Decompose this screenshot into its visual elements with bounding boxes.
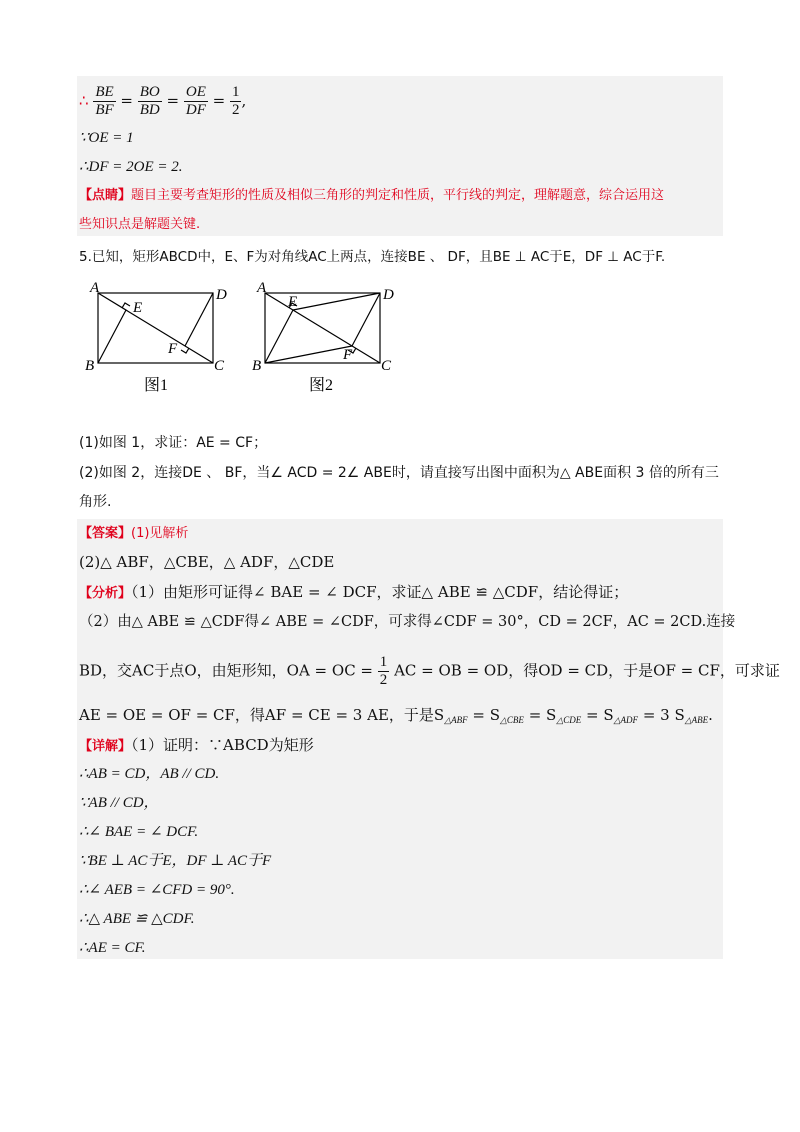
fig1-label-f: F [168,341,178,357]
fig1-label-b: B [85,358,95,374]
fig2-label-b: B [252,358,262,374]
fraction-one-half: $\frac{1}{2}$ [231,84,240,118]
ratio-equation: ∴ $\frac{BE}{BF}$ = $\frac{BO}{BD}$ = $\frac{OE}{DF}$ = $\frac{1}{2}$ , [79,84,247,118]
detail-line-1: 【详解】（1）证明：∵ABCD为矩形 [79,736,314,754]
df-result: ∴DF = 2OE = 2. [79,159,183,175]
detail-line-5: ∵BE ⊥ AC于E，DF ⊥ AC于F [79,853,272,869]
detail-line-3: ∵AB // CD， [79,795,159,811]
question-part-2-cont: 角形. [79,494,112,510]
question-part-1: (1)如图 1，求证：AE = CF； [79,435,268,451]
fig1-label-d: D [216,287,227,303]
fig2-label-a: A [257,280,267,296]
analysis-line-3: BD，交AC于点O，由矩形知，OA = OC = $\frac{1}{2}$ AC = OB = OD，得OD = CD，于是OF = CF，可求证 [79,654,780,688]
analysis-line-4: AE = OE = OF = CF，得AF = CE = 3 AE，于是$S_{\triangle ABF} = S_{\triangle CBE} = S_{\triangle CDE} = S_{\triangle ADF} = 3$ $S_{\triangle ABE}$. [79,706,713,725]
fig2-label-c: C [381,358,392,374]
detail-line-7: ∴△ ABE ≌ △CDF. [79,911,195,927]
dianjing-note-cont: 些知识点是解题关键. [79,217,201,232]
detail-line-2: ∴AB = CD，AB // CD. [79,766,220,782]
fig1-label-a: A [90,280,100,296]
detail-line-6: ∴∠ AEB = ∠CFD = 90°. [79,882,235,898]
fig2-label-e: E [288,294,298,310]
fig2-label-f: F [343,347,353,363]
fraction-analysis-half: $\frac{1}{2}$ [379,654,388,688]
fraction-bo-bd: $\frac{BO}{BD}$ [139,84,160,118]
detail-line-4: ∴∠ BAE = ∠ DCF. [79,824,199,840]
fig1-caption: 图1 [144,377,169,394]
fig1-label-e: E [133,300,143,316]
fraction-be-bf: $\frac{BE}{BF}$ [95,84,114,118]
figure-diagrams [80,278,410,400]
figure-1 [98,293,213,363]
question-stem: 5.已知，矩形ABCD中，E、F为对角线AC上两点，连接BE 、 DF，且BE ⊥ AC于E，DF ⊥ AC于F. [79,249,666,265]
fraction-oe-df: $\frac{OE}{DF}$ [185,84,206,118]
answer-line-1: 【答案】(1)见解析 [79,526,189,541]
detail-line-8: ∴AE = CF. [79,940,146,956]
question-part-2: (2)如图 2，连接DE 、 BF，当∠ ACD = 2∠ ABE时，请直接写出图中面积为△ ABE面积 3 倍的所有三 [79,465,719,481]
fig1-label-c: C [214,358,225,374]
figure-2 [265,293,380,363]
answer-line-2: (2)△ ABF，△CBE，△ ADF，△CDE [79,553,335,571]
fig2-label-d: D [383,287,394,303]
fig2-caption: 图2 [309,377,334,394]
dianjing-note: 【点睛】题目主要考查矩形的性质及相似三角形的判定和性质，平行线的判定，理解题意，综合运用这 [79,188,665,203]
analysis-line-1: 【分析】（1）由矩形可证得∠ BAE = ∠ DCF，求证△ ABE ≌ △CDF，结论得证； [79,583,629,601]
analysis-line-2: （2）由△ ABE ≌ △CDF得∠ ABE = ∠CDF，可求得∠CDF = 30°，CD = 2CF，AC = 2CD.连接 [79,614,736,630]
oe-equals-one: ∵OE = 1 [79,130,134,146]
